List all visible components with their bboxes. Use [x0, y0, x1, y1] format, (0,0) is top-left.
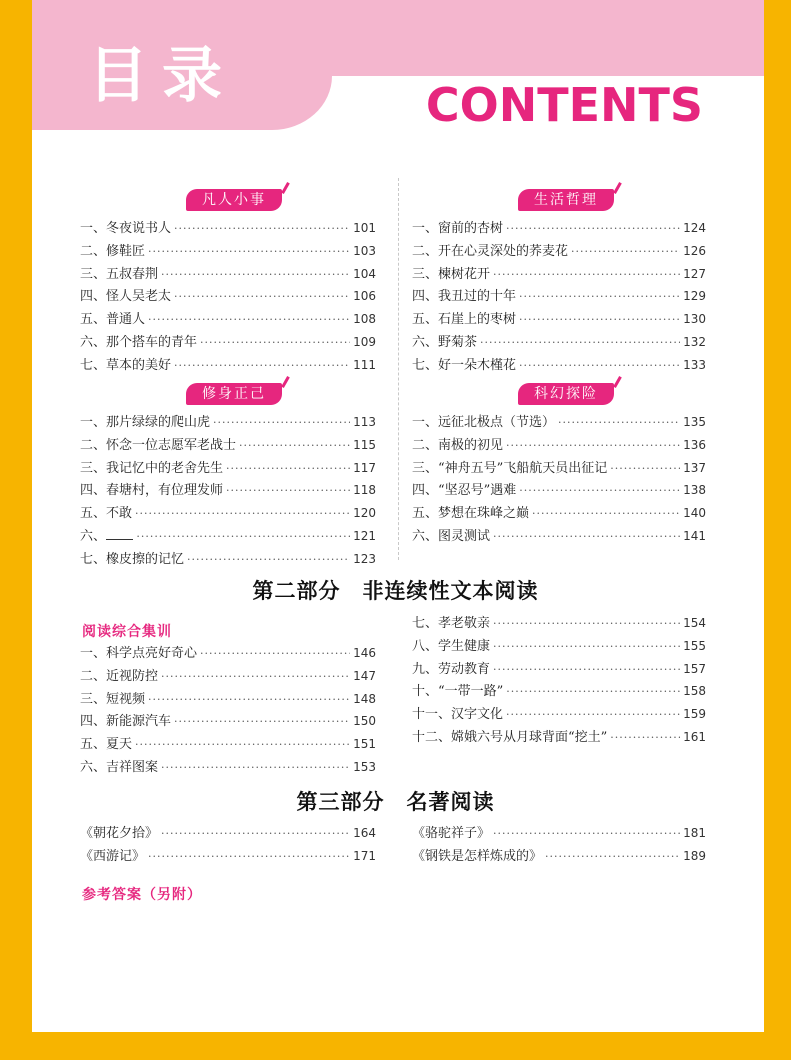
toc-item[interactable]: 七、孝老敬亲 ····· 154 — [412, 612, 706, 635]
dot-leader — [519, 484, 680, 497]
toc-item[interactable]: 七、草本的美好 ····· 111 — [80, 354, 376, 377]
dot-leader — [493, 640, 680, 653]
toc-item[interactable]: 一、窗前的杏树 ····· 124 — [412, 217, 706, 240]
dot-leader — [239, 439, 350, 452]
toc-item[interactable]: 七、好一朵木槿花 ····· 133 — [412, 354, 706, 377]
toc-list-xiushen — [80, 411, 376, 571]
dot-leader — [161, 761, 350, 774]
dot-leader — [148, 245, 350, 258]
toc-item[interactable]: 七、橡皮擦的记忆 ····· 123 — [80, 548, 376, 571]
column-divider — [398, 178, 399, 560]
dot-leader — [161, 827, 350, 840]
dot-leader — [187, 553, 350, 566]
toc-item[interactable]: 五、普通人 ····· 108 — [80, 308, 376, 331]
dot-leader — [148, 313, 350, 326]
toc-item[interactable]: 《西游记》 ····· 171 — [80, 845, 376, 868]
toc-item[interactable]: 三、短视频 ····· 148 — [80, 688, 376, 711]
dot-leader — [135, 507, 350, 520]
dot-leader — [506, 685, 680, 698]
dot-leader — [519, 359, 680, 372]
toc-item[interactable]: 九、劳动教育 ····· 157 — [412, 658, 706, 681]
toc-item[interactable]: 《钢铁是怎样炼成的》 ····· 189 — [412, 845, 706, 868]
toc-item[interactable]: 五、不敢 ····· 120 — [80, 502, 376, 525]
answers-note: 参考答案（另附） — [82, 887, 202, 903]
toc-item[interactable]: 六、图灵测试 ····· 141 — [412, 525, 706, 548]
toc-item[interactable]: 一、那片绿绿的爬山虎 ····· 113 — [80, 411, 376, 434]
dot-leader — [226, 462, 350, 475]
toc-list-fanren — [80, 217, 376, 377]
dot-leader — [213, 416, 350, 429]
toc-item[interactable]: 《朝花夕拾》 ····· 164 — [80, 822, 376, 845]
toc-item[interactable]: 十二、嫦娥六号从月球背面“挖土” ····· 161 — [412, 726, 706, 749]
dot-leader — [506, 708, 680, 721]
dot-leader — [174, 715, 350, 728]
dot-leader — [174, 222, 350, 235]
dot-leader — [519, 313, 680, 326]
toc-item[interactable]: 十一、汉字文化 ····· 159 — [412, 703, 706, 726]
dot-leader — [506, 439, 680, 452]
toc-item[interactable]: 四、新能源汽车 ····· 150 — [80, 710, 376, 733]
dot-leader — [226, 484, 350, 497]
toc-item[interactable]: 六、野菊茶 ····· 132 — [412, 331, 706, 354]
dot-leader — [545, 850, 680, 863]
toc-item[interactable]: 三、我记忆中的老舍先生 ····· 117 — [80, 457, 376, 480]
dot-leader — [532, 507, 680, 520]
toc-item[interactable]: 四、我丑过的十年 ····· 129 — [412, 285, 706, 308]
toc-item[interactable]: 《骆驼祥子》 ····· 181 — [412, 822, 706, 845]
section-badge-fanren: 凡人小事 — [186, 189, 282, 211]
toc-item[interactable]: 二、近视防控 ····· 147 — [80, 665, 376, 688]
toc-list-part3-left — [80, 822, 376, 868]
dot-leader — [610, 731, 680, 744]
toc-item[interactable]: 二、开在心灵深处的荞麦花 ····· 126 — [412, 240, 706, 263]
part2-title: 第二部分 非连续性文本阅读 — [252, 578, 539, 603]
toc-item[interactable]: 二、怀念一位志愿军老战士 ····· 115 — [80, 434, 376, 457]
toc-item[interactable]: 二、修鞋匠 ····· 103 — [80, 240, 376, 263]
toc-list-part3-right — [412, 822, 706, 868]
dot-leader — [148, 693, 350, 706]
dot-leader — [493, 268, 680, 281]
page-title-en: CONTENTS — [425, 78, 703, 132]
dot-leader — [558, 416, 680, 429]
toc-item[interactable]: 五、石崖上的枣树 ····· 130 — [412, 308, 706, 331]
toc-item[interactable]: 三、五叔春荆 ····· 104 — [80, 263, 376, 286]
dot-leader — [493, 530, 680, 543]
blank-fill-line[interactable] — [106, 527, 133, 540]
toc-list-part2-left — [80, 642, 376, 779]
dot-leader — [148, 850, 350, 863]
toc-item[interactable]: 六、 ····· 121 — [80, 525, 376, 548]
dot-leader — [610, 462, 680, 475]
toc-list-part2-right — [412, 612, 706, 749]
dot-leader — [161, 268, 350, 281]
dot-leader — [135, 738, 350, 751]
dot-leader — [506, 222, 680, 235]
part2-heading: 阅读综合集训 — [82, 624, 172, 640]
section-badge-shenghuo: 生活哲理 — [518, 189, 614, 211]
toc-item[interactable]: 三、楝树花开 ····· 127 — [412, 263, 706, 286]
part3-title: 第三部分 名著阅读 — [296, 789, 495, 814]
toc-item[interactable]: 二、南极的初见 ····· 136 — [412, 434, 706, 457]
toc-item[interactable]: 四、春塘村，有位理发师 ····· 118 — [80, 479, 376, 502]
dot-leader — [493, 827, 680, 840]
dot-leader — [519, 290, 680, 303]
dot-leader — [200, 647, 350, 660]
dot-leader — [161, 670, 350, 683]
toc-item[interactable]: 三、“神舟五号”飞船航天员出征记 ····· 137 — [412, 457, 706, 480]
dot-leader — [571, 245, 680, 258]
toc-item[interactable]: 一、科学点亮好奇心 ····· 146 — [80, 642, 376, 665]
toc-item[interactable]: 五、梦想在珠峰之巅 ····· 140 — [412, 502, 706, 525]
toc-list-shenghuo — [412, 217, 706, 377]
toc-item[interactable]: 四、“坚忍号”遇难 ····· 138 — [412, 479, 706, 502]
dot-leader — [493, 617, 680, 630]
section-badge-kehuan: 科幻探险 — [518, 383, 614, 405]
toc-item[interactable]: 一、远征北极点（节选） ····· 135 — [412, 411, 706, 434]
section-badge-xiushen: 修身正己 — [186, 383, 282, 405]
toc-item[interactable]: 一、冬夜说书人 ····· 101 — [80, 217, 376, 240]
dot-leader — [493, 663, 680, 676]
toc-item[interactable]: 四、怪人吴老太 ····· 106 — [80, 285, 376, 308]
dot-leader — [174, 359, 350, 372]
page-title: 目录 — [88, 41, 236, 111]
toc-item[interactable]: 六、吉祥图案 ····· 153 — [80, 756, 376, 779]
toc-item[interactable]: 五、夏天 ····· 151 — [80, 733, 376, 756]
dot-leader — [200, 336, 350, 349]
dot-leader — [480, 336, 680, 349]
toc-item[interactable]: 八、学生健康 ····· 155 — [412, 635, 706, 658]
toc-item[interactable]: 十、“一带一路” ····· 158 — [412, 680, 706, 703]
toc-list-kehuan — [412, 411, 706, 548]
dot-leader — [174, 290, 350, 303]
dot-leader — [136, 530, 350, 543]
toc-item[interactable]: 六、那个搭车的青年 ····· 109 — [80, 331, 376, 354]
